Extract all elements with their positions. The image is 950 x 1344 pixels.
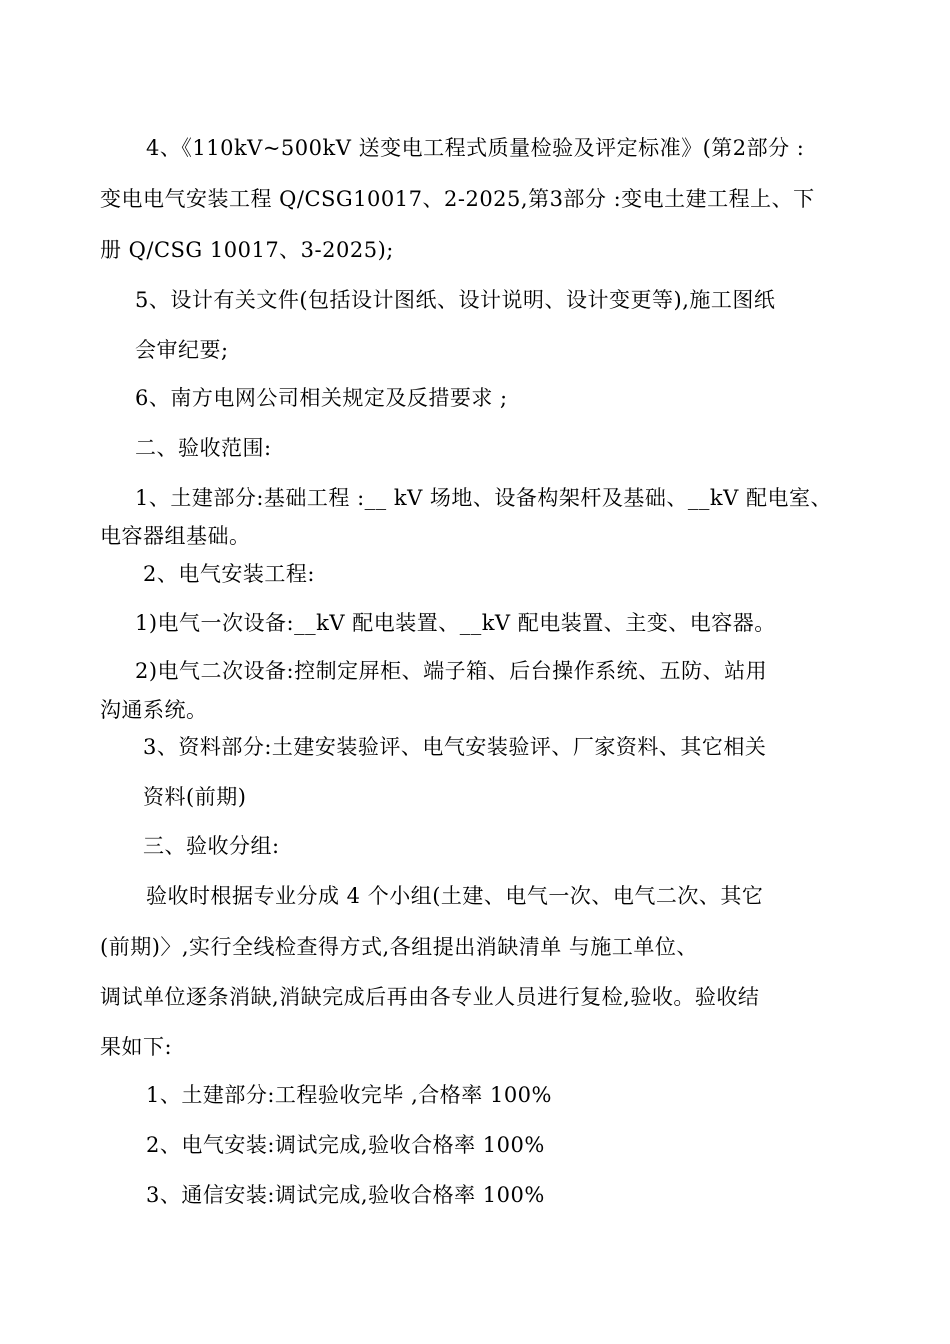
text-line: 5、设计有关文件(包括设计图纸、设计说明、设计变更等),施工图纸 — [135, 288, 776, 312]
text-line: 1)电气一次设备:__kV 配电装置、__kV 配电装置、主变、电容器。 — [135, 611, 776, 635]
text-line: 果如下: — [100, 1035, 173, 1059]
text-line: 6、南方电网公司相关规定及反措要求 ; — [135, 386, 508, 410]
text-line: 验收时根据专业分成 4 个小组(土建、电气一次、电气二次、其它 — [146, 884, 764, 908]
text-line: 1、土建部分:基础工程 :__ kV 场地、设备构架杆及基础、__kV 配电室、 — [135, 486, 832, 510]
text-line: 2、电气安装:调试完成,验收合格率 100% — [146, 1133, 545, 1157]
text-line: 册 Q/CSG 10017、3-2025); — [100, 238, 394, 262]
text-line: 2)电气二次设备:控制定屏柜、端子箱、后台操作系统、五防、站用 — [135, 659, 768, 683]
text-line: 4、《110kV~500kV 送变电工程式质量检验及评定标准》(第2部分 : — [146, 136, 805, 160]
text-line: (前期)〉,实行全线检查得方式,各组提出消缺清单 与施工单位、 — [100, 935, 698, 959]
text-line: 3、资料部分:土建安装验评、电气安装验评、厂家资料、其它相关 — [143, 735, 767, 759]
text-line: 会审纪要; — [135, 338, 229, 362]
text-line: 变电电气安装工程 Q/CSG10017、2-2025,第3部分 :变电土建工程上、下 — [100, 187, 815, 211]
text-line: 1、土建部分:工程验收完毕 ,合格率 100% — [146, 1083, 552, 1107]
section-heading: 二、验收范围: — [135, 436, 272, 460]
text-line: 沟通系统。 — [100, 698, 208, 722]
text-line: 调试单位逐条消缺,消缺完成后再由各专业人员进行复检,验收。验收结 — [100, 985, 760, 1009]
text-line: 3、通信安装:调试完成,验收合格率 100% — [146, 1183, 545, 1207]
section-heading: 三、验收分组: — [143, 834, 280, 858]
text-line: 资料(前期) — [143, 785, 247, 809]
text-line: 2、电气安装工程: — [143, 562, 315, 586]
text-line: 电容器组基础。 — [100, 524, 251, 548]
